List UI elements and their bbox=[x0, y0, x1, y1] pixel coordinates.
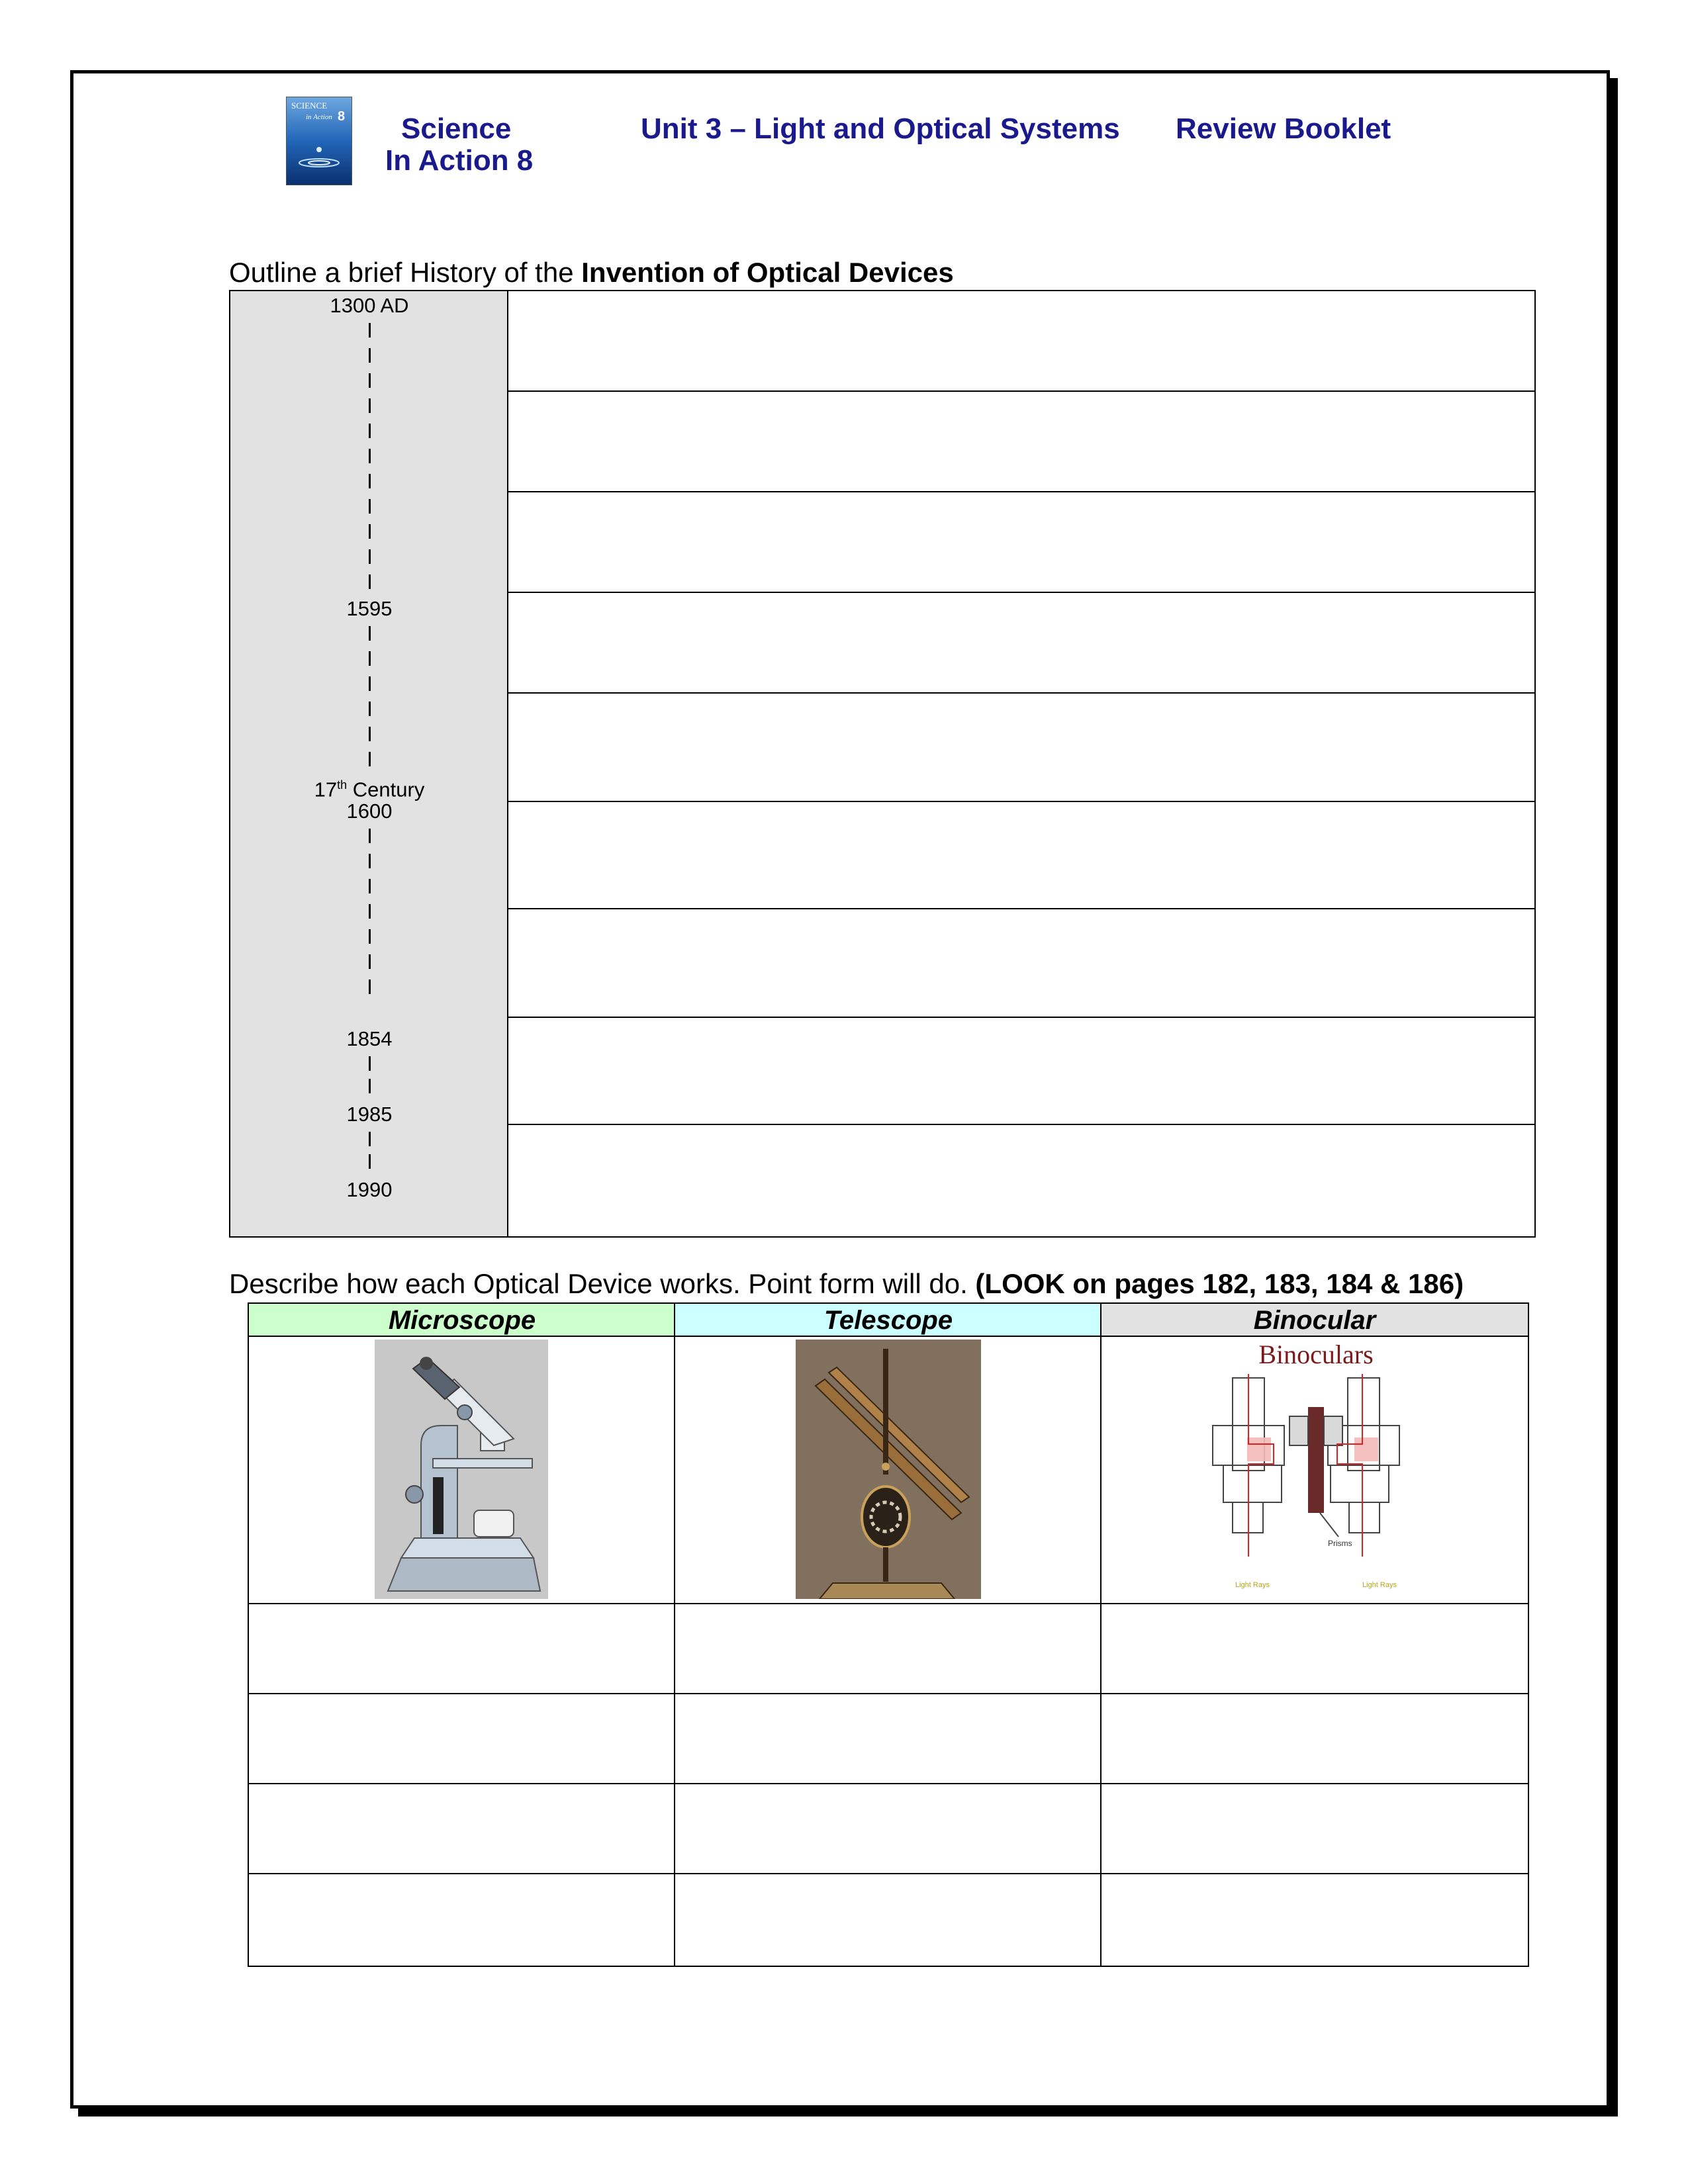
devices-heading-bold: (LOOK on pages 182, 183, 184 & 186) bbox=[975, 1268, 1464, 1299]
timeline-tick bbox=[369, 574, 371, 589]
timeline-tick bbox=[369, 1056, 371, 1071]
timeline-tick bbox=[369, 1154, 371, 1169]
book-title-line2: In Action 8 bbox=[385, 144, 534, 177]
timeline-answer-row[interactable] bbox=[508, 491, 1534, 492]
devices-heading bbox=[229, 1268, 1464, 1300]
devices-table bbox=[248, 1302, 1529, 1967]
timeline-tick bbox=[369, 752, 371, 766]
century-word: Century bbox=[347, 778, 425, 801]
timeline-answer-row[interactable] bbox=[508, 692, 1534, 694]
microscope-label: Microscope bbox=[388, 1306, 536, 1335]
header-binocular bbox=[1102, 1304, 1528, 1337]
timeline-tick bbox=[369, 549, 371, 564]
timeline-tick bbox=[369, 424, 371, 438]
timeline-tick bbox=[369, 1132, 371, 1146]
timeline-answer-row[interactable] bbox=[508, 1124, 1534, 1125]
timeline-label-1990: 1990 bbox=[346, 1178, 393, 1201]
row-divider bbox=[249, 1693, 1528, 1694]
timeline-tick bbox=[369, 929, 371, 944]
svg-text:SCIENCE: SCIENCE bbox=[291, 101, 328, 111]
timeline-column bbox=[230, 291, 508, 1236]
timeline-label-1854: 1854 bbox=[346, 1027, 393, 1050]
history-heading-bold: Invention of Optical Devices bbox=[581, 257, 954, 288]
microscope-image bbox=[375, 1340, 548, 1599]
history-heading-text: Outline a brief History of the bbox=[229, 257, 582, 288]
timeline-tick bbox=[369, 954, 371, 969]
century-number: 17 bbox=[314, 778, 338, 801]
timeline-answer-row[interactable] bbox=[508, 592, 1534, 593]
timeline-tick bbox=[369, 979, 371, 994]
timeline-table bbox=[229, 290, 1536, 1238]
header-telescope bbox=[675, 1304, 1102, 1337]
devices-heading-text: Describe how each Optical Device works. Point form will do. bbox=[229, 1268, 976, 1299]
century-suffix: th bbox=[337, 778, 348, 792]
binocular-diagram-title: Binoculars bbox=[1258, 1340, 1374, 1369]
unit-title: Unit 3 – Light and Optical Systems bbox=[641, 113, 1120, 145]
timeline-tick bbox=[369, 474, 371, 488]
binocular-label: Binocular bbox=[1253, 1306, 1376, 1335]
timeline-tick bbox=[369, 676, 371, 691]
microscope-answer-cell[interactable] bbox=[249, 1604, 674, 1693]
timeline-tick bbox=[369, 524, 371, 539]
booklet-title: Review Booklet bbox=[1176, 113, 1391, 145]
timeline-answer-row[interactable] bbox=[508, 390, 1534, 392]
timeline-label-1985: 1985 bbox=[346, 1103, 393, 1126]
timeline-label-1300: 1300 AD bbox=[330, 294, 409, 317]
timeline-tick bbox=[369, 727, 371, 741]
binocular-image bbox=[1103, 1338, 1526, 1602]
timeline-tick bbox=[369, 323, 371, 338]
telescope-answer-cell[interactable] bbox=[675, 1604, 1100, 1693]
timeline-label-1600: 1600 bbox=[346, 799, 393, 823]
timeline-tick bbox=[369, 854, 371, 868]
telescope-label: Telescope bbox=[823, 1306, 953, 1335]
svg-text:8: 8 bbox=[338, 109, 346, 124]
timeline-tick bbox=[369, 499, 371, 514]
row-divider bbox=[249, 1873, 1528, 1874]
light-rays-right: Light Rays bbox=[1362, 1581, 1397, 1589]
timeline-tick bbox=[369, 651, 371, 666]
timeline-tick bbox=[369, 398, 371, 413]
history-heading bbox=[229, 257, 954, 289]
book-title-line1: Science bbox=[401, 113, 512, 145]
telescope-image bbox=[796, 1340, 981, 1599]
timeline-answer-row[interactable] bbox=[508, 1017, 1534, 1018]
timeline-tick bbox=[369, 626, 371, 641]
book-cover-icon bbox=[286, 97, 352, 185]
prism-label: Prisms bbox=[1328, 1539, 1352, 1548]
timeline-answer-row[interactable] bbox=[508, 908, 1534, 909]
svg-text:in Action: in Action bbox=[306, 113, 332, 121]
timeline-tick bbox=[369, 373, 371, 388]
row-divider bbox=[249, 1783, 1528, 1784]
header-microscope bbox=[249, 1304, 675, 1337]
timeline-label-17th-century bbox=[230, 773, 508, 801]
binocular-answer-cell[interactable] bbox=[1102, 1604, 1528, 1693]
timeline-tick bbox=[369, 348, 371, 363]
timeline-tick bbox=[369, 449, 371, 463]
timeline-tick bbox=[369, 702, 371, 716]
timeline-tick bbox=[369, 879, 371, 893]
timeline-tick bbox=[369, 1079, 371, 1093]
timeline-tick bbox=[369, 829, 371, 843]
light-rays-left: Light Rays bbox=[1235, 1581, 1270, 1589]
timeline-answer-row[interactable] bbox=[508, 801, 1534, 802]
timeline-label-1595: 1595 bbox=[346, 597, 393, 620]
timeline-tick bbox=[369, 904, 371, 919]
